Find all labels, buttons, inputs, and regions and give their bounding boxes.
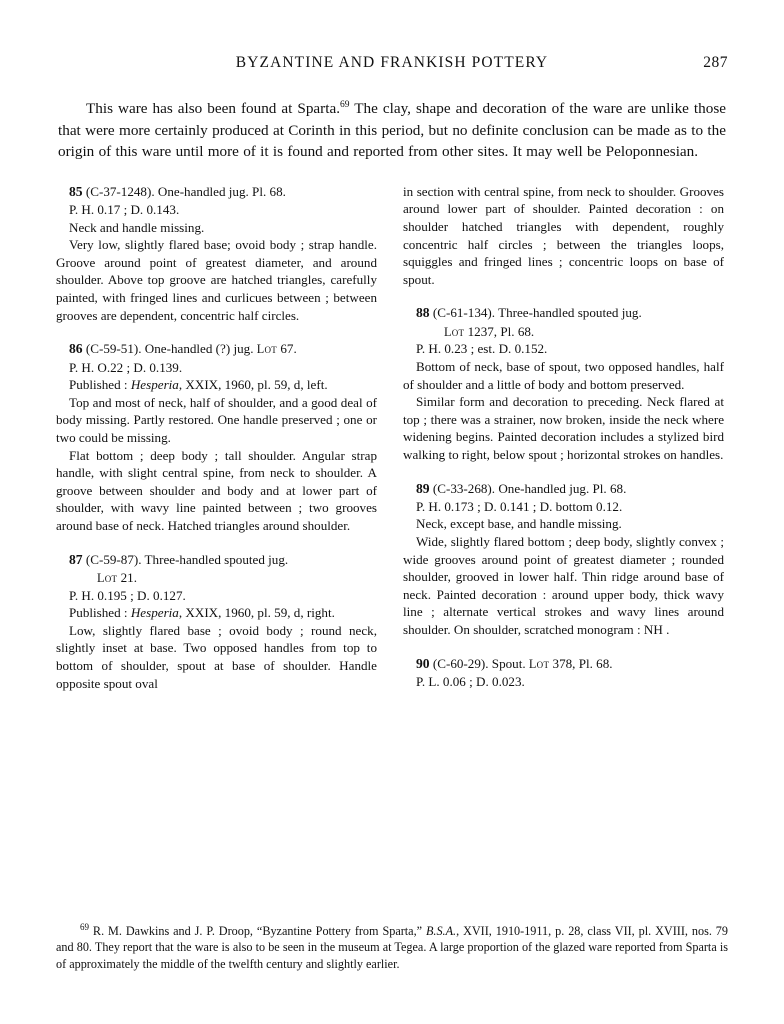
entry-85-condition: Neck and handle missing.	[69, 219, 205, 235]
catalogue-entry-87	[56, 551, 377, 693]
entry-85-description: Very low, slightly flared base; ovoid body ; strap handle. Groove around point of greatest diameter, and around shoulder. Above top groove are hatched triangles, carefully painted, with fringed lines and curlicues between ; between grooves are dependent, concentric half circles.	[56, 237, 377, 323]
intro-text-after-note: The clay, shape and decoration of the ware are unlike those that were more certainly produced at Corinth in this period, but no definite conclusion can be made as to the origin of this ware until more of it is found and reported from other sites. It may well be Peloponnesian.	[58, 100, 726, 161]
entry-88-lot-number: 1237, Pl. 68.	[464, 323, 535, 339]
entry-spacer	[56, 542, 377, 551]
catalogue-entry-87-continued	[403, 183, 724, 289]
entry-spacer	[403, 295, 724, 304]
intro-paragraph	[58, 98, 726, 163]
footnote-marker: 69	[80, 921, 89, 932]
entry-89-title: (C-33-268). One-handled jug. Pl. 68.	[432, 480, 627, 496]
footnote-block	[56, 923, 728, 972]
entry-90-title: (C-60-29). Spout.	[432, 655, 529, 671]
entry-86-number: 86	[69, 341, 83, 357]
entry-88-head-continuation	[403, 323, 724, 341]
entry-spacer	[56, 331, 377, 340]
catalogue-entry-90	[403, 655, 724, 691]
page-number: 287	[703, 54, 728, 71]
entry-88-title: (C-61-134). Three-handled spouted jug.	[432, 305, 642, 321]
entry-87-lot-label: Lot	[97, 570, 118, 585]
column-right	[403, 183, 724, 698]
entry-86-dimensions: P. H. O.22 ; D. 0.139.	[69, 359, 183, 375]
entry-86-condition: Top and most of neck, half of shoulder, and a good deal of body missing. Partly restored. One handle preserved ; one or two could be missing.	[56, 394, 377, 445]
entry-89-dimensions: P. H. 0.173 ; D. 0.141 ; D. bottom 0.12.	[416, 498, 623, 514]
entry-90-lot-label: Lot	[528, 656, 550, 671]
entry-88-condition: Bottom of neck, base of spout, two opposed handles, half of shoulder and a little of body and bottom preserved.	[403, 358, 724, 392]
entry-90-number: 90	[416, 655, 430, 671]
entry-87-head-continuation	[56, 569, 377, 587]
entry-86-description: Flat bottom ; deep body ; tall shoulder. Angular strap handle, with slight central spine, from neck to shoulder. A groove between shoulder and body and at lower part of shoulder, with wavy line painted between ; two grooves around base of neck. Hatched triangles around shoulder.	[56, 447, 377, 534]
entry-89-condition: Neck, except base, and handle missing.	[416, 516, 622, 532]
footnote-69: $^{69}$ R. M. Dawkins and J. P. Droop, “Byzantine Pottery from Sparta,” B.S.A., XVII, 1910-1911, p. 28, class VII, pl. XVIII, nos. 79 and 80. They report that the ware is also to be seen in the museum at Tegea. A large proportion of the glazed ware reported from Sparta is of approximately the middle of the twelfth century and slightly earlier.	[56, 921, 728, 971]
catalogue-columns	[56, 183, 728, 699]
entry-85-dimensions: P. H. 0.17 ; D. 0.143.	[69, 202, 180, 218]
running-head	[56, 54, 728, 72]
entry-88-description: Similar form and decoration to preceding. Neck flared at top ; there was a strainer, now broken, inside the neck where widening begins. Painted decoration includes a stylized bird walking to right, below spout ; horizontal strokes on handles.	[403, 394, 724, 462]
entry-88-lot-label: Lot	[444, 324, 465, 339]
entry-87-number: 87	[69, 551, 83, 567]
entry-87-description-continued: in section with central spine, from neck to shoulder. Grooves around lower part of shoulder. Painted decoration : on shoulder hatched triangles with dependent, roughly concentric half circles ; between the triangles loops, squiggles and fringed lines ; concentric loops on base of spout.	[403, 183, 724, 287]
entry-85-number: 85	[69, 183, 83, 199]
footnote-reference-69: 69	[340, 99, 350, 110]
entry-89-description: Wide, slightly flared bottom ; deep body, slightly convex ; wide grooves around point of greatest diameter ; rounded shoulder, grooved in lower half. Thin ridge around base of neck. Painted decoration : around upper body, thick wavy line ; alternate vertical strokes and wavy lines around shoulder. On shoulder, scratched monogram : NH .	[403, 534, 724, 638]
entry-90-dimensions: P. L. 0.06 ; D. 0.023.	[416, 673, 525, 689]
entry-89-head	[403, 480, 724, 498]
entry-90-lot-number: 378, Pl. 68.	[549, 655, 613, 671]
entry-88-dimensions: P. H. 0.23 ; est. D. 0.152.	[416, 341, 548, 357]
entry-86-head	[56, 340, 377, 358]
entry-86-lot-number: 67.	[277, 341, 297, 357]
column-left	[56, 183, 377, 699]
entry-89-number: 89	[416, 480, 430, 496]
entry-87-lot-number: 21.	[117, 569, 137, 585]
entry-88-number: 88	[416, 305, 430, 321]
entry-90-head	[403, 655, 724, 673]
entry-88-head	[403, 304, 724, 340]
entry-86-title: (C-59-51). One-handled (?) jug.	[85, 341, 257, 357]
entry-85-title: (C-37-1248). One-handled jug. Pl. 68.	[85, 183, 286, 199]
running-title: BYZANTINE AND FRANKISH POTTERY	[235, 54, 549, 71]
catalogue-entry-88	[403, 304, 724, 463]
catalogue-entry-89	[403, 480, 724, 639]
entry-87-publication: Published : Hesperia, XXIX, 1960, pl. 59, d, right.	[69, 605, 335, 621]
entry-spacer	[403, 646, 724, 655]
catalogue-entry-85	[56, 183, 377, 325]
entry-85-head	[56, 183, 377, 201]
entry-spacer	[403, 471, 724, 480]
intro-text-before-note: This ware has also been found at Sparta.	[86, 100, 340, 117]
entry-87-description: Low, slightly flared base ; ovoid body ; round neck, slightly inset at base. Two opposed handles from top to bottom of shoulder, spout at base of shoulder. Handle opposite spout oval	[56, 622, 377, 691]
catalogue-entry-86	[56, 340, 377, 534]
entry-87-title: (C-59-87). Three-handled spouted jug.	[85, 551, 289, 567]
entry-86-publication: Published : Hesperia, XXIX, 1960, pl. 59, d, left.	[69, 377, 328, 393]
entry-87-head	[56, 551, 377, 587]
entry-87-dimensions: P. H. 0.195 ; D. 0.127.	[69, 587, 186, 603]
entry-86-lot-label: Lot	[256, 342, 278, 357]
